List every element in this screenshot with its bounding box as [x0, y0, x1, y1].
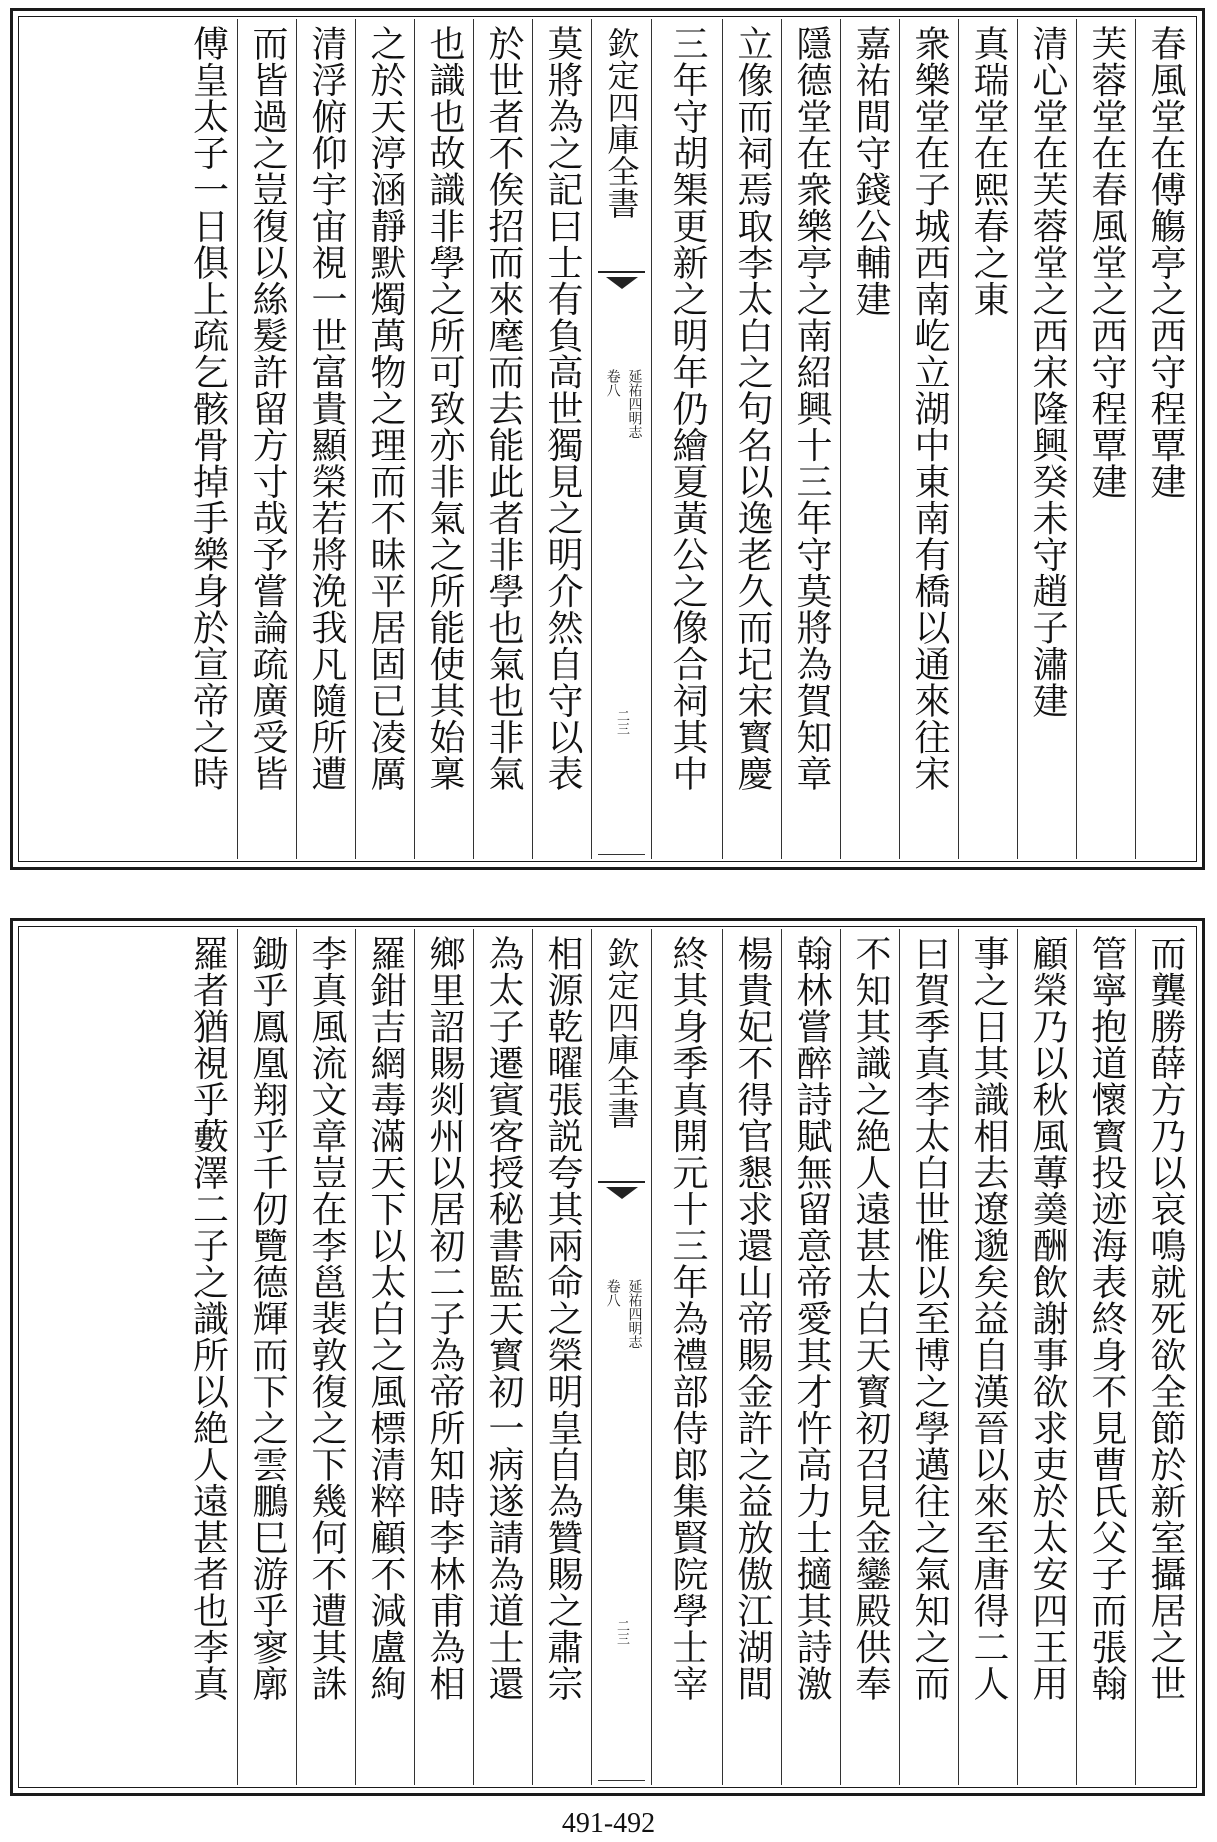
band-rule: [598, 854, 645, 855]
column-text: 終其身季真開元十三年為禮部侍郎集賢院學士宰: [667, 935, 708, 1702]
column-text: 曰賀季真李太白世惟以至博之學邁往之氣知之而: [909, 935, 950, 1702]
book-title: 欽定四庫全書: [602, 937, 641, 1129]
text-column: [899, 929, 958, 1785]
page-range-footer: 491-492: [561, 1808, 656, 1839]
text-column: [781, 19, 840, 859]
text-column: [355, 929, 414, 1785]
column-text: 立像而祠焉取李太白之句名以逸老久而圮宋寳慶: [732, 25, 773, 792]
text-column: [178, 19, 237, 859]
column-text: 莫將為之記曰士有負高世獨見之明介然自守以表: [542, 25, 583, 792]
text-column: [781, 929, 840, 1785]
book-title: 欽定四庫全書: [602, 27, 641, 219]
text-column: [958, 19, 1017, 859]
column-text: 芙蓉堂在春風堂之西守程覃建: [1086, 25, 1127, 500]
lower-page: [10, 918, 1205, 1796]
volume-label: 卷八: [604, 369, 621, 397]
text-column: [296, 929, 355, 1785]
column-text: 於世者不俟招而來麾而去能此者非學也氣也非氣: [483, 25, 524, 792]
column-text: 管寧抱道懷寳投迹海表終身不見曹氏父子而張翰: [1086, 935, 1127, 1702]
text-column: [1135, 19, 1194, 859]
fish-tail-mark: [598, 271, 645, 291]
text-column: [473, 19, 532, 859]
text-column: [532, 19, 591, 859]
text-column: [722, 929, 781, 1785]
column-text: 為太子遷賓客授秘書監天寳初一病遂請為道士還: [483, 935, 524, 1702]
column-text: 鄉里詔賜剡州以居初二子為帝所知時李林甫為相: [424, 935, 465, 1702]
column-text: 羅鉗吉網毒滿天下以太白之風標清粹顧不減盧絢: [365, 935, 406, 1702]
column-text: 衆樂堂在子城西南屹立湖中東南有橋以通來往宋: [909, 25, 950, 792]
column-text: 傅皇太子一日俱上疏乞骸骨掉手樂身於宣帝之時: [187, 25, 229, 792]
column-text: 翰林嘗醉詩賦無留意帝愛其才忤高力士擿其詩激: [791, 935, 832, 1702]
text-column: [237, 929, 296, 1785]
text-column: [899, 19, 958, 859]
column-text: 楊貴妃不得官懇求還山帝賜金許之益放傲江湖間: [732, 935, 773, 1702]
source-title: 延祐四明志: [626, 369, 643, 439]
column-text: 顧榮乃以秋風蓴羮酬飲謝事欲求吏於太安四王用: [1027, 935, 1068, 1702]
text-column: [473, 929, 532, 1785]
column-text: 不知其識之絶人遠甚太白天寳初召見金鑾殿供奉: [850, 935, 891, 1702]
column-text: 而皆過之豈復以絲髮許留方寸哉予嘗論疏廣受皆: [247, 25, 288, 792]
text-column: [414, 19, 473, 859]
text-column: [1076, 929, 1135, 1785]
text-column: [840, 929, 899, 1785]
text-column: [1017, 19, 1076, 859]
upper-page: [10, 8, 1205, 870]
text-column: [414, 929, 473, 1785]
column-text: 嘉祐間守錢公輔建: [850, 25, 891, 317]
column-text: 春風堂在傅觴亭之西守程覃建: [1145, 25, 1186, 500]
volume-label: 卷八: [604, 1279, 621, 1307]
column-text: 隱德堂在衆樂亭之南紹興十三年守莫將為賀知章: [791, 25, 832, 792]
center-band: [591, 929, 651, 1785]
text-column: [1135, 929, 1194, 1785]
text-column: [1017, 929, 1076, 1785]
source-title: 延祐四明志: [626, 1279, 643, 1349]
text-column: [651, 19, 722, 859]
column-text: 清浮俯仰宇宙視一世富貴顯榮若將浼我凡隨所遭: [306, 25, 347, 792]
column-text: 而龔勝薛方乃以哀鳴就死欲全節於新室攝居之世: [1145, 935, 1186, 1702]
text-column: [532, 929, 591, 1785]
column-text: 清心堂在芙蓉堂之西宋隆興癸未守趙子潚建: [1027, 25, 1068, 719]
text-column: [722, 19, 781, 859]
text-column: [958, 929, 1017, 1785]
text-column: [840, 19, 899, 859]
column-text: 也識也故識非學之所可致亦非氣之所能使其始稟: [424, 25, 465, 792]
leaf-number: 二三: [614, 709, 629, 735]
column-text: 鋤乎鳳凰翔乎千仞覽德輝而下之雲鵬巳游乎寥廓: [247, 935, 288, 1702]
text-column: [296, 19, 355, 859]
center-band: [591, 19, 651, 859]
fish-tail-mark: [598, 1181, 645, 1201]
text-column: [178, 929, 237, 1785]
column-text: 三年守胡榘更新之明年仍繪夏黃公之像合祠其中: [667, 25, 708, 792]
column-text: 真瑞堂在熙春之東: [968, 25, 1009, 317]
column-text: 之於天渟涵靜默燭萬物之理而不昧平居固已凌厲: [365, 25, 406, 792]
text-column: [1076, 19, 1135, 859]
column-text: 事之日其識相去遼邈矣益自漢晉以來至唐得二人: [968, 935, 1009, 1702]
column-text: 李真風流文章豈在李邕裴敦復之下幾何不遭其誅: [306, 935, 347, 1702]
column-text: 相源乾曜張説夸其兩命之榮明皇自為贊賜之肅宗: [542, 935, 583, 1702]
text-column: [237, 19, 296, 859]
leaf-number: 二三: [614, 1619, 629, 1645]
column-text: 羅者猶視乎藪澤二子之識所以絶人遠甚者也李真: [187, 935, 229, 1702]
text-column: [355, 19, 414, 859]
text-column: [651, 929, 722, 1785]
band-rule: [598, 1780, 645, 1781]
